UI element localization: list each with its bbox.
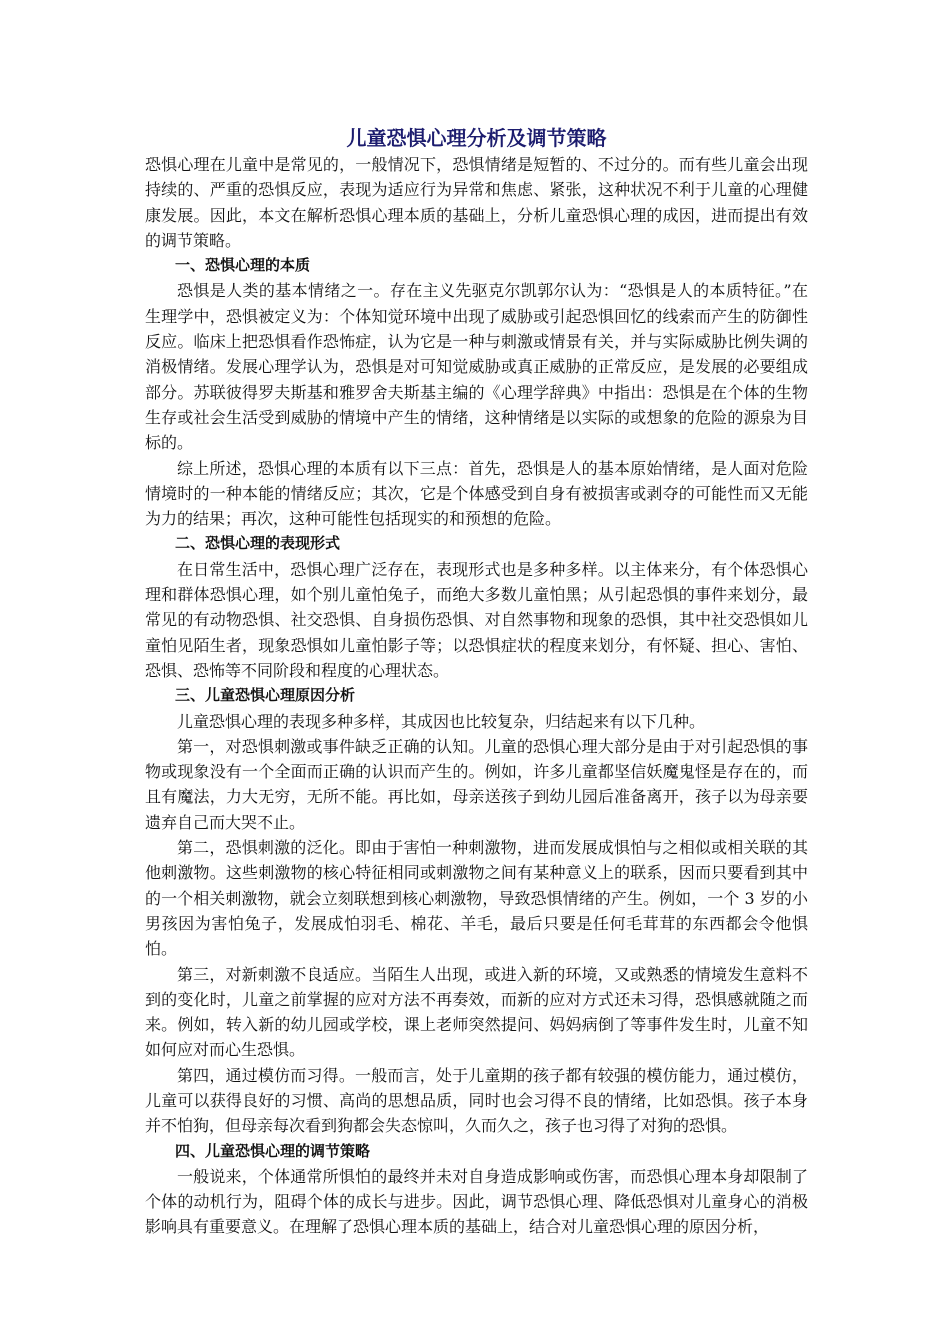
section-1-paragraph-1: 恐惧是人类的基本情绪之一。存在主义先驱克尔凯郭尔认为：“恐惧是人的本质特征。”在生理学中，恐惧被定义为：个体知觉环境中出现了威胁或引起恐惧回忆的线索而产生的防御性反应。临床上把恐惧看作恐怖症，认为它是一种与刺激或情景有关，并与实际威胁比例失调的消极情绪。发展心理学认为，恐惧是对可知觉威胁或真正威胁的正常反应，是发展的必要组成部分。苏联彼得罗夫斯基和雅罗舍夫斯基主编的《心理学辞典》中指出：恐惧是在个体的生物生存或社会生活受到威胁的情境中产生的情绪，这种情绪是以实际的或想象的危险的源泉为目标的。: [145, 281, 808, 453]
section-3-paragraph-5: 第四，通过模仿而习得。一般而言，处于儿童期的孩子都有较强的模仿能力，通过模仿，儿童可以获得良好的习惯、高尚的思想品质，同时也会习得不良的情绪，比如恐惧。孩子本身并不怕狗，但母亲每次看到狗都会失态惊叫，久而久之，孩子也习得了对狗的恐惧。: [145, 1065, 808, 1136]
section-heading-3: 三、儿童恐惧心理原因分析: [175, 686, 356, 705]
section-3-paragraph-3: 第二，恐惧刺激的泛化。即由于害怕一种刺激物，进而发展成惧怕与之相似或相关联的其他刺激物。这些刺激物的核心特征相同或刺激物之间有某种意义上的联系，因而只要看到其中的一个相关刺激物，就会立刻联想到核心刺激物，导致恐惧情绪的产生。例如，一个 3 岁的小男孩因为害怕兔子，发展成怕羽毛、棉花、羊毛，最后只要是任何毛茸茸的东西都会令他惧怕。: [145, 838, 808, 959]
section-heading-2: 二、恐惧心理的表现形式: [175, 534, 341, 553]
section-heading-4: 四、儿童恐惧心理的调节策略: [175, 1141, 371, 1160]
section-3-paragraph-1: 儿童恐惧心理的表现多种多样，其成因也比较复杂，归结起来有以下几种。: [177, 711, 706, 731]
section-heading-1: 一、恐惧心理的本质: [175, 256, 311, 275]
section-1-paragraph-2: 综上所述，恐惧心理的本质有以下三点：首先，恐惧是人的基本原始情绪，是人面对危险情境时的一种本能的情绪反应；其次，它是个体感受到自身有被损害或剥夺的可能性而又无能为力的结果；再次，这种可能性包括现实的和预想的危险。: [145, 458, 808, 529]
intro-paragraph: 恐惧心理在儿童中是常见的，一般情况下，恐惧情绪是短暂的、不过分的。而有些儿童会出现持续的、严重的恐惧反应，表现为适应行为异常和焦虑、紧张，这种状况不利于儿童的心理健康发展。因此，本文在解析恐惧心理本质的基础上，分析儿童恐惧心理的成因，进而提出有效的调节策略。: [145, 155, 808, 250]
document-title: 儿童恐惧心理分析及调节策略: [346, 126, 607, 150]
document-body: [145, 124, 808, 1240]
section-4-paragraph-1: 一般说来，个体通常所惧怕的最终并未对自身造成影响或伤害，而恐惧心理本身却限制了个体的动机行为，阻碍个体的成长与进步。因此，调节恐惧心理、降低恐惧对儿童身心的消极影响具有重要意义。在理解了恐惧心理本质的基础上，结合对儿童恐惧心理的原因分析，: [145, 1166, 808, 1237]
section-2-paragraph-1: 在日常生活中，恐惧心理广泛存在，表现形式也是多种多样。以主体来分，有个体恐惧心理和群体恐惧心理，如个别儿童怕兔子，而绝大多数儿童怕黑；从引起恐惧的事件来划分，最常见的有动物恐惧、社交恐惧、自身损伤恐惧、对自然事物和现象的恐惧，其中社交恐惧如儿童怕见陌生者，现象恐惧如儿童怕影子等；以恐惧症状的程度来划分，有怀疑、担心、害怕、恐惧、恐怖等不同阶段和程度的心理状态。: [145, 559, 808, 680]
section-3-paragraph-4: 第三，对新刺激不良适应。当陌生人出现，或进入新的环境，又或熟悉的情境发生意料不到的变化时，儿童之前掌握的应对方法不再奏效，而新的应对方式还未习得，恐惧感就随之而来。例如，转入新的幼儿园或学校，课上老师突然提问、妈妈病倒了等事件发生时，儿童不知如何应对而心生恐惧。: [145, 964, 808, 1060]
section-3-paragraph-2: 第一，对恐惧刺激或事件缺乏正确的认知。儿童的恐惧心理大部分是由于对引起恐惧的事物或现象没有一个全面而正确的认识而产生的。例如，许多儿童都坚信妖魔鬼怪是存在的，而且有魔法，力大无穷，无所不能。再比如，母亲送孩子到幼儿园后准备离开，孩子以为母亲要遗弃自己而大哭不止。: [145, 736, 808, 832]
